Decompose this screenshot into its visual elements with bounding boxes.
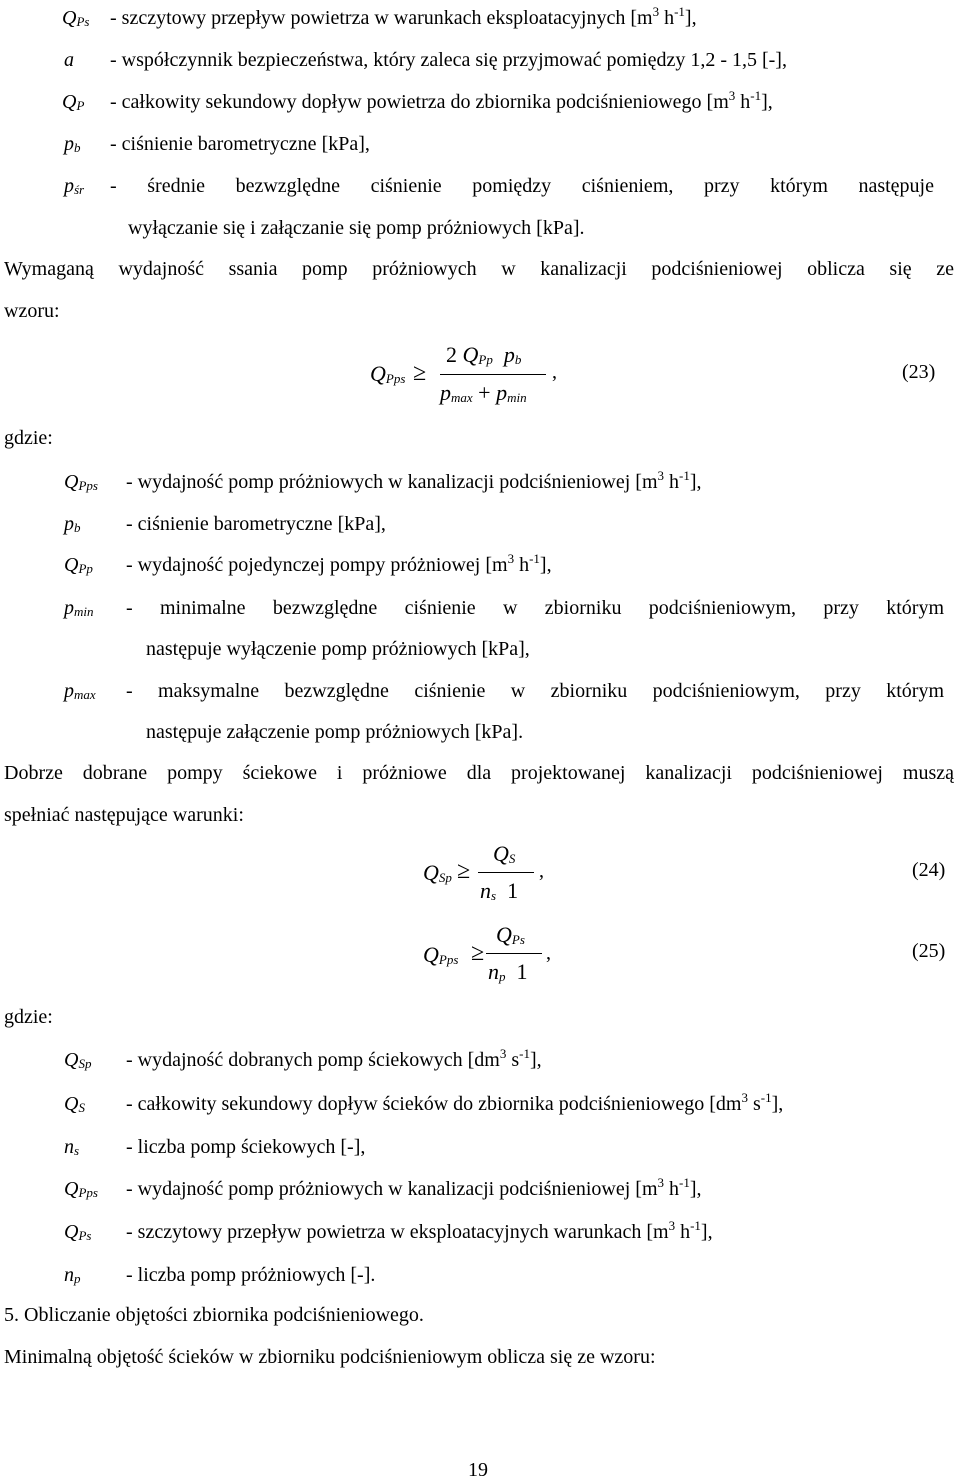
eq24-lhs: $Q_{Sp}$	[423, 860, 452, 885]
eq25-lhs: $Q_{Pps}$	[423, 942, 459, 967]
symbol-q-pps: $Q_{Pps}$	[64, 471, 98, 493]
page-number: 19	[468, 1459, 488, 1481]
eq25-denominator: $n_p$ 1	[488, 959, 528, 984]
definition-text: - liczba pomp ściekowych [-],	[126, 1136, 366, 1158]
definition-text: - wydajność pojedynczej pompy próżniowej [$m^3$ $h^{-1}$],	[126, 551, 552, 576]
eq24-numerator: $Q_S$	[493, 841, 516, 866]
eq23-fraction-bar	[440, 374, 546, 375]
symbol-n-p: $n_p$	[64, 1264, 81, 1286]
eq23-lhs: $Q_{Pps}$	[370, 361, 406, 386]
eq23-comma: ,	[552, 361, 557, 383]
symbol-q-s: $Q_S$	[64, 1093, 85, 1115]
where-label: gdzie:	[4, 1006, 53, 1028]
definition-text: - wydajność dobranych pomp ściekowych [$dm^3$ $s^{-1}$],	[126, 1046, 542, 1071]
eq25-number: (25)	[912, 940, 946, 962]
section-heading: 5. Obliczanie objętości zbiornika podciśnieniowego.	[4, 1304, 424, 1326]
definition-text: - współczynnik bezpieczeństwa, który zaleca się przyjmować pomiędzy 1,2 - 1,5 [-],	[110, 49, 787, 71]
eq25-relation: ≥	[471, 940, 485, 966]
definition-continuation: następuje wyłączenie pomp próżniowych [kPa],	[146, 638, 530, 660]
paragraph-line: spełniać następujące warunki:	[4, 804, 244, 826]
eq23-relation: ≥	[413, 360, 427, 386]
eq24-comma: ,	[539, 860, 544, 882]
definition-continuation: wyłączanie się i załączanie się pomp próżniowych [kPa].	[128, 217, 585, 239]
symbol-q-sp: $Q_{Sp}$	[64, 1049, 92, 1071]
paragraph-line: Wymaganą wydajność ssania pomp próżniowych w kanalizacji podciśnieniowej oblicza się ze	[4, 259, 954, 280]
symbol-q-ps: $Q_{Ps}$	[62, 7, 90, 29]
symbol-a: a	[64, 49, 74, 71]
eq24-denominator: $n_s$ 1	[480, 878, 519, 903]
eq24-fraction-bar	[478, 872, 534, 873]
paragraph-line: wzoru:	[4, 300, 60, 322]
definition-text: - wydajność pomp próżniowych w kanalizacji podciśnieniowej [$m^3$ $h^{-1}$],	[126, 1175, 702, 1200]
symbol-q-ps: $Q_{Ps}$	[64, 1221, 92, 1243]
eq23-numerator: 2 $Q_{Pp}$ $p_b$	[446, 342, 522, 367]
symbol-p-max: $p_{max}$	[64, 680, 96, 702]
eq24-number: (24)	[912, 859, 946, 881]
paragraph-line: Dobrze dobrane pompy ściekowe i próżniowe dla projektowanej kanalizacji podciśnieniowej muszą	[4, 763, 954, 784]
symbol-p-b: $p_b$	[64, 133, 81, 155]
symbol-p-sr: $p_{śr}$	[64, 175, 85, 197]
eq23-number: (23)	[902, 361, 936, 383]
eq24-relation: ≥	[457, 858, 471, 884]
symbol-p-min: $p_{min}$	[64, 597, 94, 619]
definition-text: - ciśnienie barometryczne [kPa],	[126, 513, 386, 535]
where-label: gdzie:	[4, 427, 53, 449]
eq23-denominator: $p_{max} + p_{min}$	[440, 380, 527, 405]
definition-continuation: następuje załączenie pomp próżniowych [kPa].	[146, 721, 524, 743]
eq25-numerator: $Q_{Ps}$	[496, 922, 525, 947]
definition-text: - całkowity sekundowy dopływ ścieków do zbiornika podciśnieniowego [$dm^3$ $s^{-1}$],	[126, 1090, 784, 1115]
definition-text: - całkowity sekundowy dopływ powietrza do zbiornika podciśnieniowego [$m^3$ $h^{-1}$],	[110, 88, 773, 113]
definition-text: - maksymalne bezwzględne ciśnienie w zbiorniku podciśnieniowym, przy którym	[126, 681, 944, 702]
definition-text: - liczba pomp próżniowych [-].	[126, 1264, 376, 1286]
definition-text: - ciśnienie barometryczne [kPa],	[110, 133, 370, 155]
definition-text: - szczytowy przepływ powietrza w eksploatacyjnych warunkach [$m^3$ $h^{-1}$],	[126, 1218, 713, 1243]
eq25-comma: ,	[546, 942, 551, 964]
paragraph-line: Minimalną objętość ścieków w zbiorniku podciśnieniowym oblicza się ze wzoru:	[4, 1346, 656, 1368]
definition-text: - szczytowy przepływ powietrza w warunkach eksploatacyjnych [$m^3$ $h^{-1}$],	[110, 4, 697, 29]
definition-text: - wydajność pomp próżniowych w kanalizacji podciśnieniowej [$m^3$ $h^{-1}$],	[126, 468, 702, 493]
symbol-q-p: $Q_P$	[62, 91, 85, 113]
definition-text: - średnie bezwzględne ciśnienie pomiędzy ciśnieniem, przy którym następuje	[110, 176, 934, 197]
definition-text: - minimalne bezwzględne ciśnienie w zbiorniku podciśnieniowym, przy którym	[126, 598, 944, 619]
symbol-q-pp: $Q_{Pp}$	[64, 554, 93, 576]
symbol-p-b: $p_b$	[64, 513, 81, 535]
symbol-n-s: $n_s$	[64, 1136, 80, 1158]
symbol-q-pps: $Q_{Pps}$	[64, 1178, 98, 1200]
eq25-fraction-bar	[486, 953, 542, 954]
